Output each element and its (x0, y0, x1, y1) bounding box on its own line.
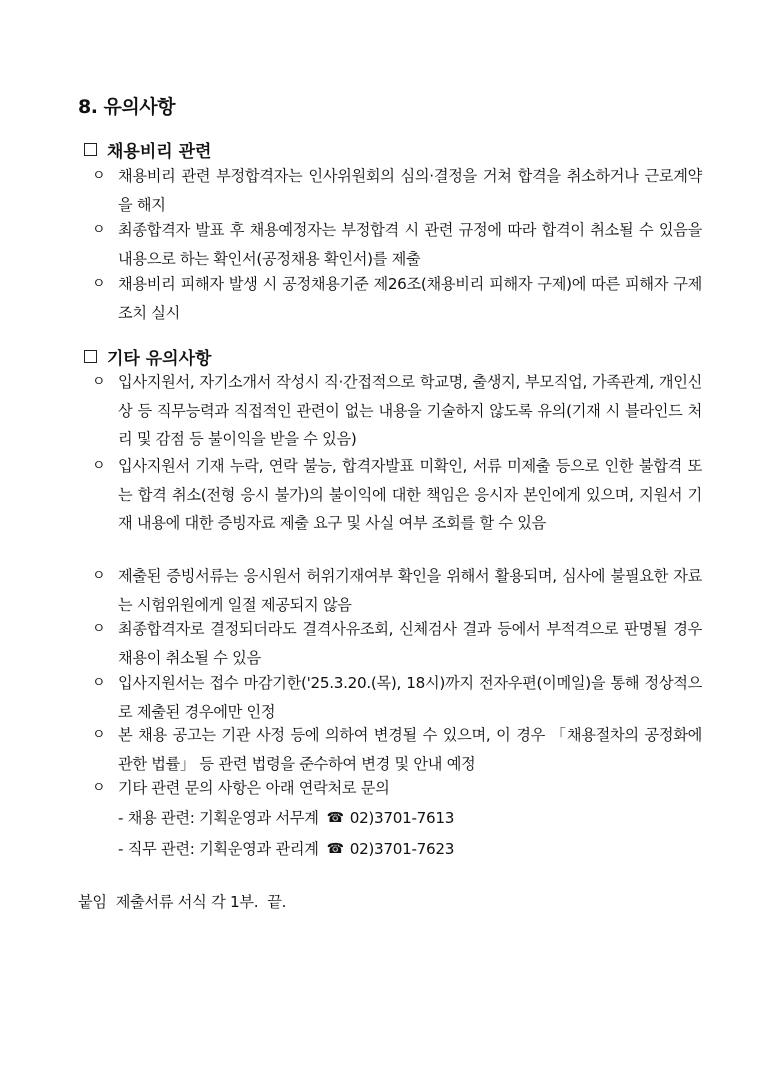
section-heading-label: 기타 유의사항 (107, 349, 212, 369)
list-item-text: 최종합격자 발표 후 채용예정자는 부정합격 시 관련 규정에 따라 합격이 취소될 수 있음을 내용으로 하는 확인서(공정채용 확인서)를 제출 (118, 221, 702, 268)
list-item-text: 입사지원서 기재 누락, 연락 불능, 합격자발표 미확인, 서류 미제출 등으로 인한 불합격 또는 합격 취소(전형 응시 불가)의 불이익에 대한 책임은 응시자 본인에게 있으며, 지원서 기재 내용에 대한 증빙자료 제출 요구 및 사실 여부 조회를 할 수 있음 (118, 457, 702, 532)
circle-bullet-icon: ㅇ (92, 675, 106, 691)
list-item (92, 615, 702, 672)
list-item-text: 기타 관련 문의 사항은 아래 연락처로 문의 (118, 779, 390, 797)
list-item (92, 162, 702, 219)
list-item (92, 669, 702, 726)
list-item (92, 216, 702, 273)
section-heading-other-notes (84, 344, 211, 369)
circle-bullet-icon: ㅇ (92, 568, 106, 584)
list-item-text: 입사지원서, 자기소개서 작성시 직·간접적으로 학교명, 출생지, 부모직업, 가족관계, 개인신상 등 직무능력과 직접적인 관련이 없는 내용을 기술하지 않도록 유의(기재 시 블라인드 처리 및 감점 등 불이익을 받을 수 있음) (118, 373, 702, 448)
telephone-icon: ☎ (326, 810, 344, 826)
list-item (92, 774, 702, 803)
contact-label: - 직무 관련: 기획운영과 관리계 (118, 840, 319, 858)
telephone-icon: ☎ (326, 841, 344, 857)
circle-bullet-icon: ㅇ (92, 374, 106, 390)
checkbox-square-icon (84, 350, 97, 363)
section-heading-label: 채용비리 관련 (107, 142, 212, 162)
circle-bullet-icon: ㅇ (92, 780, 106, 796)
contact-label: - 채용 관련: 기획운영과 서무계 (118, 809, 319, 827)
checkbox-square-icon (84, 143, 97, 156)
circle-bullet-icon: ㅇ (92, 727, 106, 743)
list-item-text: 입사지원서는 접수 마감기한('25.3.20.(목), 18시)까지 전자우편(이메일)을 통해 정상적으로 제출된 경우에만 인정 (118, 674, 702, 721)
circle-bullet-icon: ㅇ (92, 222, 106, 238)
list-item (92, 452, 702, 538)
contact-phone: 02)3701-7613 (349, 809, 455, 827)
list-item-text: 채용비리 관련 부정합격자는 인사위원회의 심의·결정을 거쳐 합격을 취소하거나 근로계약을 해지 (118, 167, 702, 214)
contact-line-duty (118, 835, 454, 863)
list-item-text: 채용비리 피해자 발생 시 공정채용기준 제26조(채용비리 피해자 구제)에 따른 피해자 구제 조치 실시 (118, 275, 702, 322)
attachment-note: 붙임 제출서류 서식 각 1부. 끝. (78, 893, 287, 911)
section-heading-recruitment-corruption (84, 137, 211, 162)
contact-line-recruitment (118, 804, 454, 832)
circle-bullet-icon: ㅇ (92, 276, 106, 292)
list-item (92, 270, 702, 327)
contact-phone: 02)3701-7623 (349, 840, 455, 858)
list-item-text: 최종합격자로 결정되더라도 결격사유조회, 신체검사 결과 등에서 부적격으로 판명될 경우 채용이 취소될 수 있음 (118, 620, 702, 667)
circle-bullet-icon: ㅇ (92, 458, 106, 474)
section-title: 8. 유의사항 (78, 96, 175, 118)
list-item (92, 721, 702, 778)
list-item-text: 본 채용 공고는 기관 사정 등에 의하여 변경될 수 있으며, 이 경우 「채용절차의 공정화에 관한 법률」 등 관련 법령을 준수하여 변경 및 안내 예정 (118, 726, 702, 773)
circle-bullet-icon: ㅇ (92, 621, 106, 637)
list-item-text: 제출된 증빙서류는 응시원서 허위기재여부 확인을 위해서 활용되며, 심사에 불필요한 자료는 시험위원에게 일절 제공되지 않음 (118, 567, 702, 614)
circle-bullet-icon: ㅇ (92, 168, 106, 184)
list-item (92, 368, 702, 454)
list-item (92, 562, 702, 619)
